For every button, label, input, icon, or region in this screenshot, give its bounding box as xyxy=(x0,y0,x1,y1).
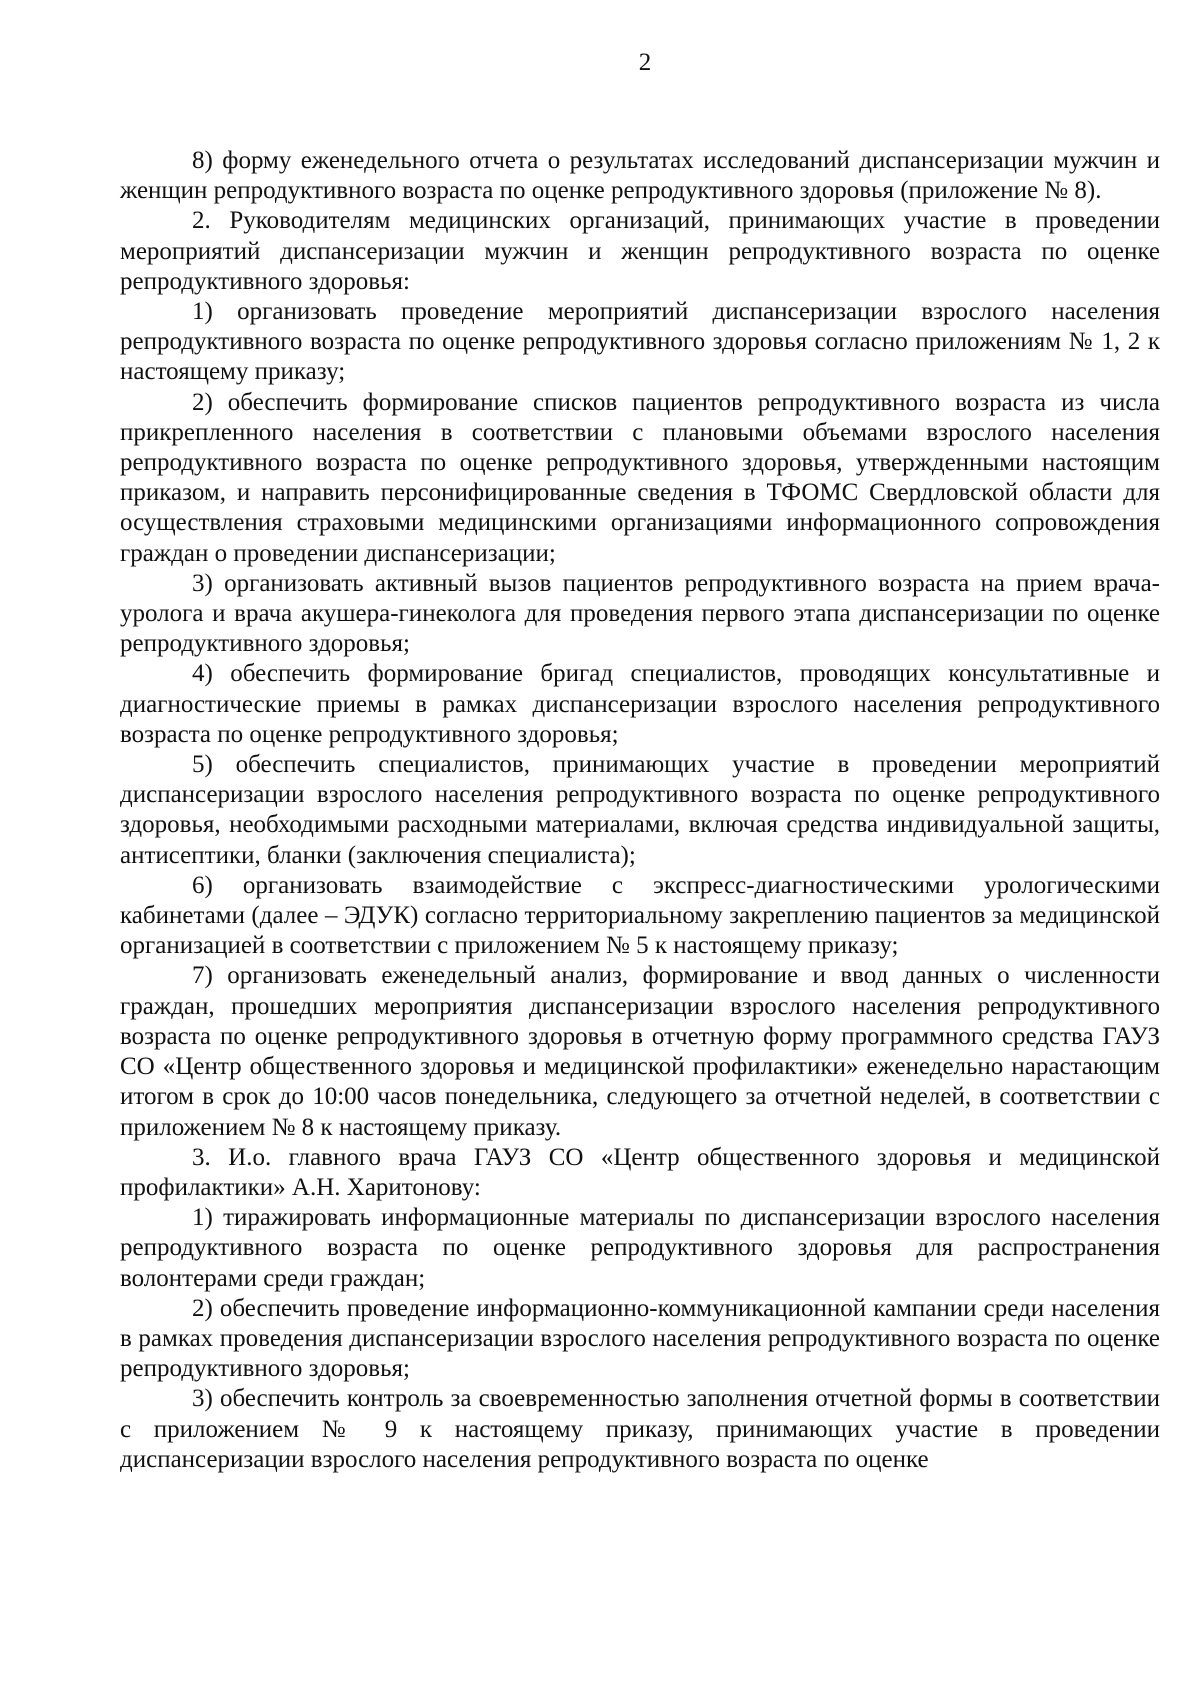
paragraph-2-heads-of-organizations: 2. Руководителям медицинских организаций, принимающих участие в проведении мероприятий диспансеризации мужчин и женщин репродуктивного возраста по оценке репродуктивного здоровья: xyxy=(120,207,1160,295)
paragraph-3-acting-chief-doctor: 3. И.о. главного врача ГАУЗ СО «Центр общественного здоровья и медицинской профилактики» А.Н. Харитонову: xyxy=(120,1143,1160,1201)
paragraph-2-6-eduk-interaction: 6) организовать взаимодействие с экспресс-диагностическими урологическими кабинетами (далее – ЭДУК) согласно территориальному закреплению пациентов за медицинской организацией в соответствии с приложением № 5 к настоящему приказу; xyxy=(120,871,1160,960)
page-number: 2 xyxy=(638,49,652,76)
paragraph-3-3-report-control: 3) обеспечить контроль за своевременностью заполнения отчетной формы в соответствии с приложением № 9 к настоящему приказу, принимающих участие в проведении диспансеризации взрослого населения репродуктивного возраста по оценке xyxy=(120,1385,1160,1473)
paragraph-2-4-specialist-teams: 4) обеспечить формирование бригад специалистов, проводящих консультативные и диагностические приемы в рамках диспансеризации взрослого населения репродуктивного возраста по оценке репродуктивного здоровья; xyxy=(120,660,1160,748)
paragraph-3-1-info-materials: 1) тиражировать информационные материалы по диспансеризации взрослого населения репродуктивного возраста по оценке репродуктивного здоровья для распространения волонтерами среди граждан; xyxy=(120,1204,1160,1292)
paragraph-2-2-patient-lists: 2) обеспечить формирование списков пациентов репродуктивного возраста из числа прикрепленного населения в соответствии с плановыми объемами взрослого населения репродуктивного возраста по оценке репродуктивного здоровья, утвержденными настоящим приказом, и направить персонифицированные сведения в ТФОМС Свердловской области для осуществления страховыми медицинскими организациями информационного сопровождения граждан о проведении диспансеризации; xyxy=(120,388,1160,567)
paragraph-2-1-organize-events: 1) организовать проведение мероприятий диспансеризации взрослого населения репродуктивного возраста по оценке репродуктивного здоровья согласно приложениям № 1, 2 к настоящему приказу; xyxy=(120,298,1160,386)
paragraph-2-5-supplies: 5) обеспечить специалистов, принимающих участие в проведении мероприятий диспансеризации взрослого населения репродуктивного возраста по оценке репродуктивного здоровья, необходимыми расходными материалами, включая средства индивидуальной защиты, антисептики, бланки (заключения специалиста); xyxy=(120,751,1160,869)
paragraph-3-2-info-campaign: 2) обеспечить проведение информационно-коммуникационной кампании среди населения в рамках проведения диспансеризации взрослого населения репродуктивного возраста по оценке репродуктивного здоровья; xyxy=(120,1294,1160,1383)
paragraph-2-7-weekly-analysis: 7) организовать еженедельный анализ, формирование и ввод данных о численности граждан, прошедших мероприятия диспансеризации взрослого населения репродуктивного возраста по оценке репродуктивного здоровья в отчетную форму программного средства ГАУЗ СО «Центр общественного здоровья и медицинской профилактики» еженедельно нарастающим итогом в срок до 10:00 часов понедельника, следующего за отчетной неделей, в соответствии с приложением № 8 к настоящему приказу. xyxy=(120,962,1160,1141)
document-body xyxy=(120,146,1160,1475)
paragraph-1-8-report-form: 8) форму еженедельного отчета о результатах исследований диспансеризации мужчин и женщин репродуктивного возраста по оценке репродуктивного здоровья (приложение № 8). xyxy=(120,147,1160,205)
paragraph-2-3-active-call: 3) организовать активный вызов пациентов репродуктивного возраста на прием врача-уролога и врача акушера-гинеколога для проведения первого этапа диспансеризации по оценке репродуктивного здоровья; xyxy=(120,569,1160,658)
